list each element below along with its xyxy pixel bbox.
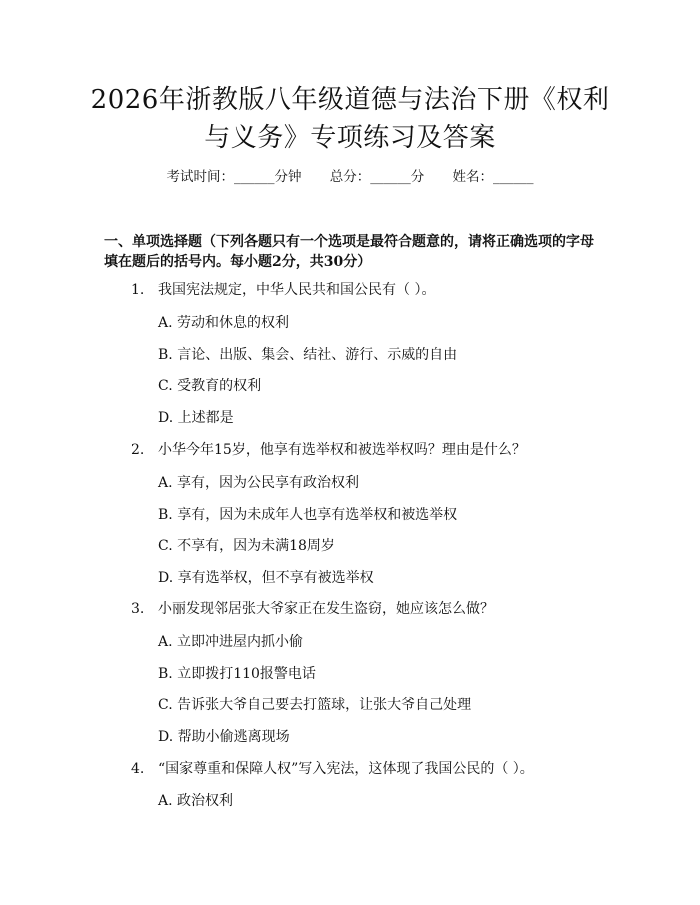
document-title-line2: 与义务》专项练习及答案 [204,123,496,153]
section-heading-line2: 填在题后的括号内。每小题2分，共30分） [104,254,372,270]
question-3-option-a: A. 立即冲进屋内抓小偷 [158,634,304,650]
question-2-option-c: C. 不享有，因为未满18周岁 [158,538,335,554]
exam-meta [0,166,700,188]
question-text: “国家尊重和保障人权”写入宪法，这体现了我国公民的（ ）。 [158,761,534,777]
question-number: 1. [131,282,145,298]
document-title-line1: 2026年浙教版八年级道德与法治下册《权利 [90,85,610,115]
question-1-option-b: B. 言论、出版、集会、结社、游行、示威的自由 [158,347,458,363]
question-4-option-a: A. 政治权利 [158,793,234,809]
question-1-option-d: D. 上述都是 [158,410,234,426]
question-2-option-a: A. 享有，因为公民享有政治权利 [158,475,360,491]
question-text: 小丽发现邻居张大爷家正在发生盗窃，她应该怎么做？ [158,601,494,617]
question-3-option-b: B. 立即拨打110报警电话 [158,666,316,682]
question-1-option-c: C. 受教育的权利 [158,378,262,394]
question-number: 2. [131,442,145,458]
question-number: 4. [131,761,145,777]
question-text: 小华今年15岁，他享有选举权和被选举权吗？理由是什么？ [158,442,526,458]
question-3-option-c: C. 告诉张大爷自己要去打篮球，让张大爷自己处理 [158,697,472,713]
question-3-option-d: D. 帮助小偷逃离现场 [158,729,290,745]
question-number: 3. [131,601,145,617]
section-heading-line1: 一、单项选择题（下列各题只有一个选项是最符合题意的，请将正确选项的字母 [104,234,594,250]
student-name-field: 姓名：______ [452,169,534,185]
question-2-option-b: B. 享有，因为未成年人也享有选举权和被选举权 [158,507,458,523]
question-text: 我国宪法规定，中华人民共和国公民有（ ）。 [158,282,436,298]
question-2-option-d: D. 享有选举权，但不享有被选举权 [158,570,374,586]
exam-time-field: 考试时间：______分钟 [166,169,302,185]
total-score-field: 总分：______分 [329,169,425,185]
question-1-option-a: A. 劳动和休息的权利 [158,315,290,331]
